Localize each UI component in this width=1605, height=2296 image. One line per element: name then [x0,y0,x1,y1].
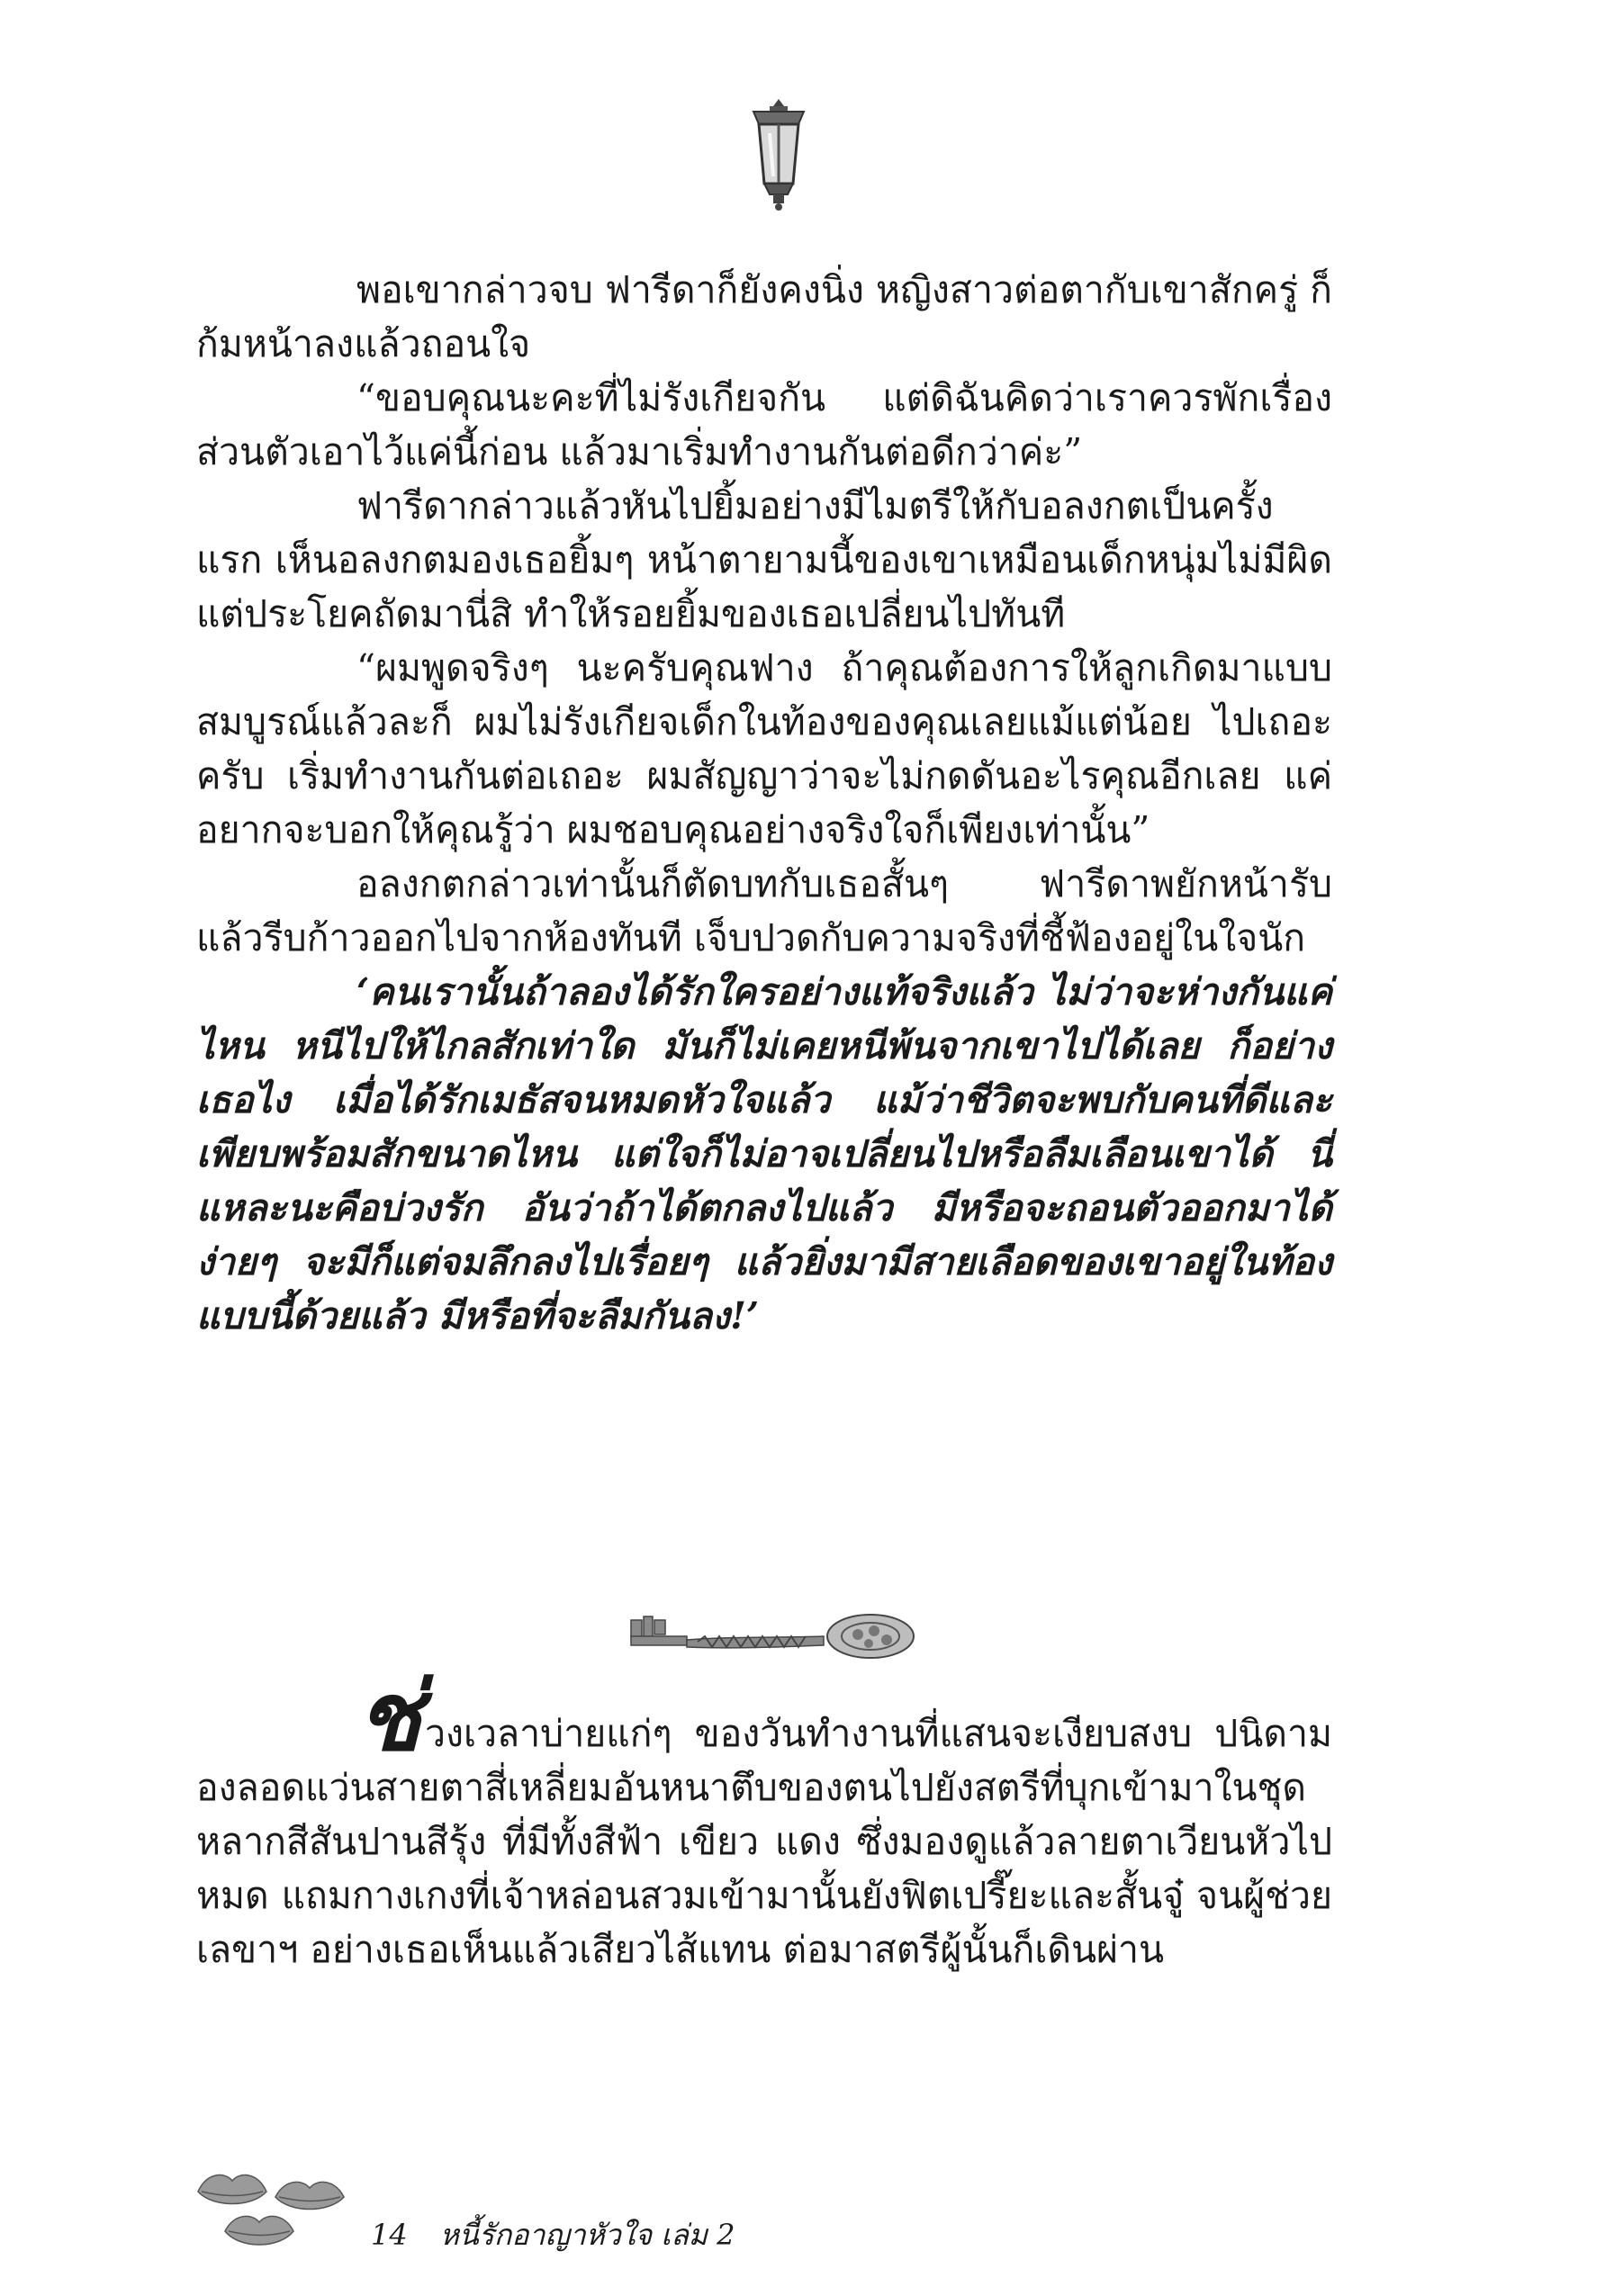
chapter-text: วงเวลาบ่ายแก่ๆ ของวันทำงานที่แสนจะเงียบสงบ ปนิดามองลอดแว่นสายตาสี่เหลี่ยมอันหนาตึบของตนไปยังสตรีที่บุกเข้ามาในชุดหลากสีสันปานสีรุ้ง ที่มีทั้งสีฟ้า เขียว แดง ซึ่งมองดูแล้วลายตาเวียนหัวไปหมด แถมกางเกงที่เจ้าหล่อนสวมเข้ามานั้นยังฟิตเปรี๊ยะและสั้นจู๋ จนผู้ช่วยเลขาฯ อย่างเธอเห็นแล้วเสียวไส้แทน ต่อมาสตรีผู้นั้นก็เดินผ่าน [196,1712,1332,1971]
lips-icon [189,2156,360,2264]
paragraph: อลงกตกล่าวเท่านั้นก็ตัดบทกับเธอสั้นๆ ฟารีดาพยักหน้ารับ แล้วรีบก้าวออกไปจากห้องทันที เจ็บปวดกับความจริงที่ชี้ฟ้องอยู่ในใจนัก [196,862,1332,959]
chapter-paragraph [196,1660,1332,1976]
page-number: 14 [371,2218,408,2252]
book-title: หนี้รักอาญาหัวใจ เล่ม 2 [439,2218,735,2252]
paragraph: ฟารีดากล่าวแล้วหันไปยิ้มอย่างมีไมตรีให้กับอลงกตเป็นครั้งแรก เห็นอลงกตมองเธอยิ้มๆ หน้าตายามนี้ของเขาเหมือนเด็กหนุ่มไม่มีผิด แต่ประโยคถัดมานี่สิ ทำให้รอยยิ้มของเธอเปลี่ยนไปทันที [196,484,1332,635]
page-footer [371,2212,735,2258]
paragraph: พอเขากล่าวจบ ฟารีดาก็ยังคงนิ่ง หญิงสาวต่อตากับเขาสักครู่ ก็ก้มหน้าลงแล้วถอนใจ [196,268,1332,365]
paragraph: “ขอบคุณนะคะที่ไม่รังเกียจกัน แต่ดิฉันคิดว่าเราควรพักเรื่องส่วนตัวเอาไว้แค่นี้ก่อน แล้วมาเริ่มทำงานกันต่อดีกว่าค่ะ” [196,376,1332,473]
inner-monologue-paragraph: ‘คนเรานั้นถ้าลองได้รักใครอย่างแท้จริงแล้ว ไม่ว่าจะห่างกันแค่ไหน หนีไปให้ไกลสักเท่าใด มันก็ไม่เคยหนีพ้นจากเขาไปได้เลย ก็อย่างเธอไง เมื่อได้รักเมธัสจนหมดหัวใจแล้ว แม้ว่าชีวิตจะพบกับคนที่ดีและเพียบพร้อมสักขนาดไหน แต่ใจก็ไม่อาจเปลี่ยนไปหรือลืมเลือนเขาได้ นี่แหละนะคือบ่วงรัก อันว่าถ้าได้ตกลงไปแล้ว มีหรือจะถอนตัวออกมาได้ง่ายๆ จะมีก็แต่จมลึกลงไปเรื่อยๆ แล้วยิ่งมามีสายเลือดของเขาอยู่ในท้องแบบนี้ด้วยแล้ว มีหรือที่จะลืมกันลง!’ [196,970,1332,1337]
body-text [196,263,1332,1343]
drop-cap: ช่ [356,1660,421,1772]
paragraph: “ผมพูดจริงๆ นะครับคุณฟาง ถ้าคุณต้องการให้ลูกเกิดมาแบบสมบูรณ์แล้วละก็ ผมไม่รังเกียจเด็กในท้องของคุณเลยแม้แต่น้อย ไปเถอะครับ เริ่มทำงานกันต่อเถอะ ผมสัญญาว่าจะไม่กดดันอะไรคุณอีกเลย แค่อยากจะบอกให้คุณรู้ว่า ผมชอบคุณอย่างจริงใจก็เพียงเท่านั้น” [196,646,1332,851]
lantern-icon [734,97,824,212]
chapter-opening [196,1660,1332,1976]
key-icon [626,1600,923,1665]
